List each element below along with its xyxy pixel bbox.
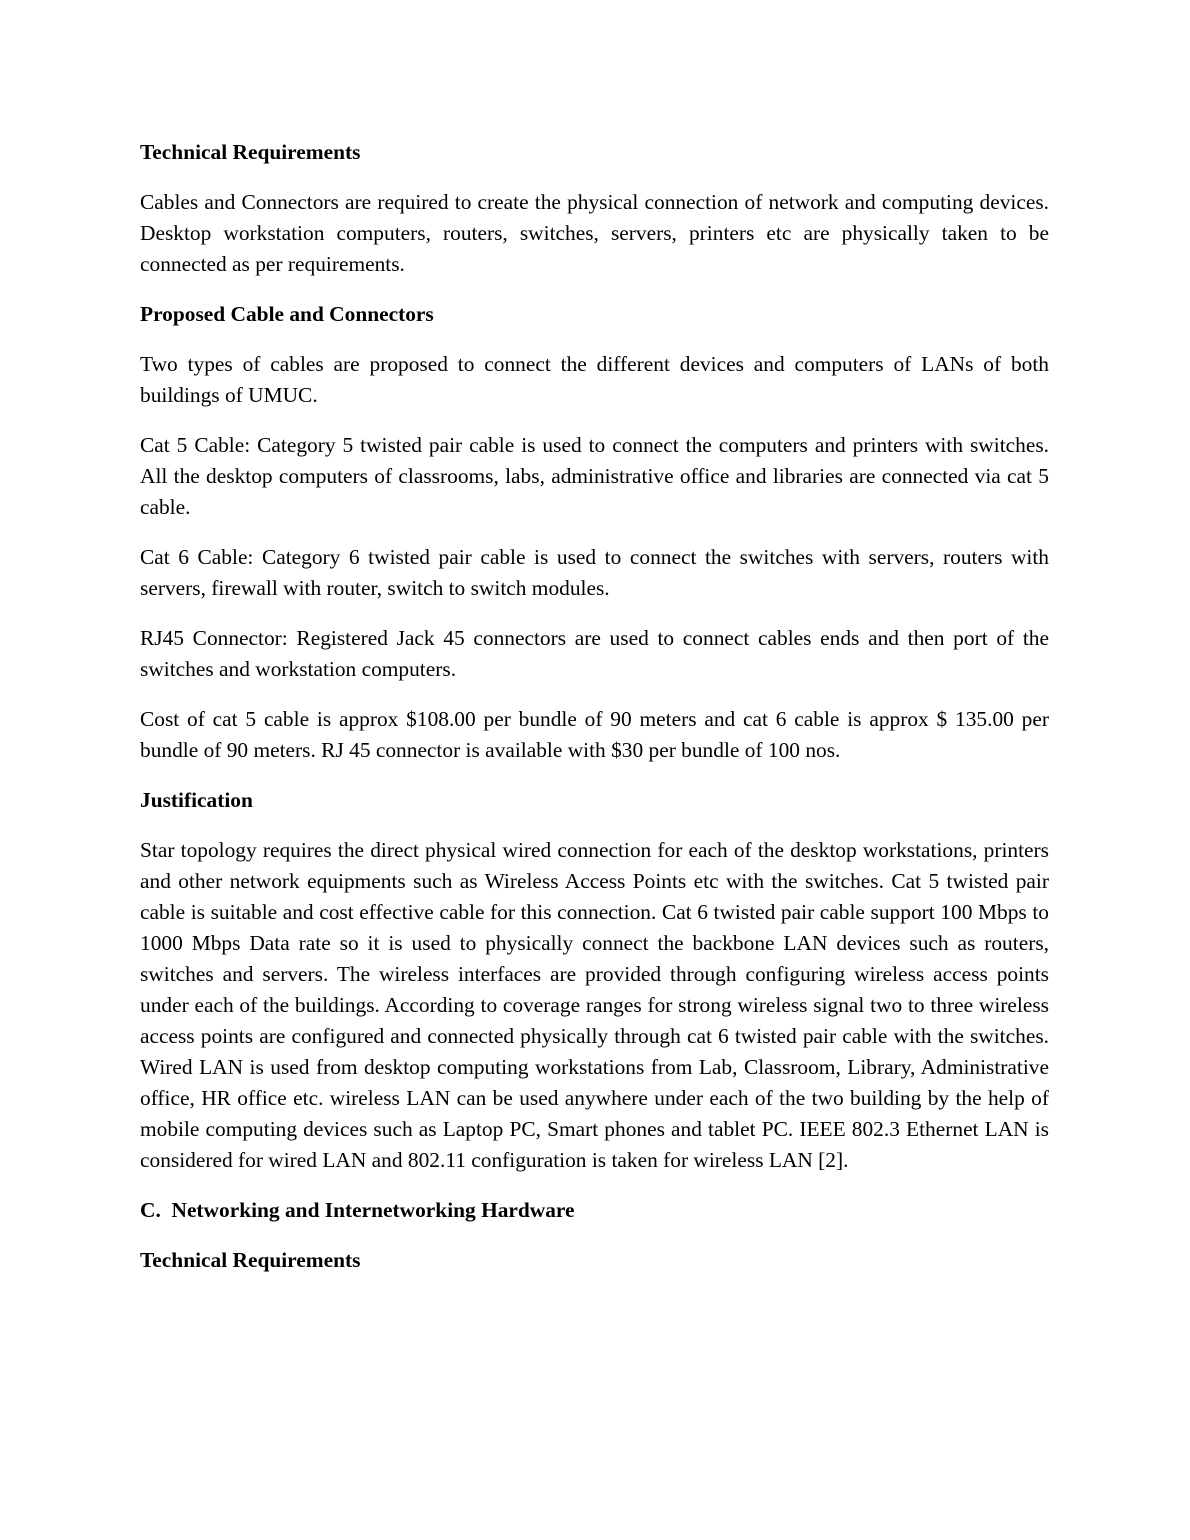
document-body (140, 137, 1049, 1295)
heading-technical-requirements: Technical Requirements (140, 140, 361, 164)
paragraph-cables-intro: Cables and Connectors are required to create the physical connection of network and computing devices. Desktop workstation computers, routers, switches, servers, printers etc are physically taken to be connected as per requirements. (140, 190, 1049, 276)
paragraph-cat5-cable: Cat 5 Cable: Category 5 twisted pair cable is used to connect the computers and printers with switches. All the desktop computers of classrooms, labs, administrative office and libraries are connected via cat 5 cable. (140, 433, 1049, 519)
paragraph-justification: Star topology requires the direct physical wired connection for each of the desktop workstations, printers and other network equipments such as Wireless Access Points etc with the switches. Cat 5 twisted pair cable is suitable and cost effective cable for this connection. Cat 6 twisted pair cable support 100 Mbps to 1000 Mbps Data rate so it is used to physically connect the backbone LAN devices such as routers, switches and servers. The wireless interfaces are provided through configuring wireless access points under each of the buildings. According to coverage ranges for strong wireless signal two to three wireless access points are configured and connected physically through cat 6 twisted pair cable with the switches. Wired LAN is used from desktop computing workstations from Lab, Classroom, Library, Administrative office, HR office etc. wireless LAN can be used anywhere under each of the two building by the help of mobile computing devices such as Laptop PC, Smart phones and tablet PC. IEEE 802.3 Ethernet LAN is considered for wired LAN and 802.11 configuration is taken for wireless LAN [2]. (140, 838, 1049, 1172)
paragraph-cost: Cost of cat 5 cable is approx $108.00 per bundle of 90 meters and cat 6 cable is approx $ 135.00 per bundle of 90 meters. RJ 45 connector is available with $30 per bundle of 100 nos. (140, 707, 1049, 762)
paragraph-cat6-cable: Cat 6 Cable: Category 6 twisted pair cable is used to connect the switches with servers, routers with servers, firewall with router, switch to switch modules. (140, 545, 1049, 600)
heading-proposed-cable-and-connectors: Proposed Cable and Connectors (140, 302, 434, 326)
paragraph-two-types: Two types of cables are proposed to connect the different devices and computers of LANs of both buildings of UMUC. (140, 352, 1049, 407)
heading-technical-requirements-2: Technical Requirements (140, 1248, 361, 1272)
heading-justification: Justification (140, 788, 253, 812)
heading-section-c: C. Networking and Internetworking Hardware (140, 1198, 575, 1222)
paragraph-rj45-connector: RJ45 Connector: Registered Jack 45 connectors are used to connect cables ends and then port of the switches and workstation computers. (140, 626, 1049, 681)
